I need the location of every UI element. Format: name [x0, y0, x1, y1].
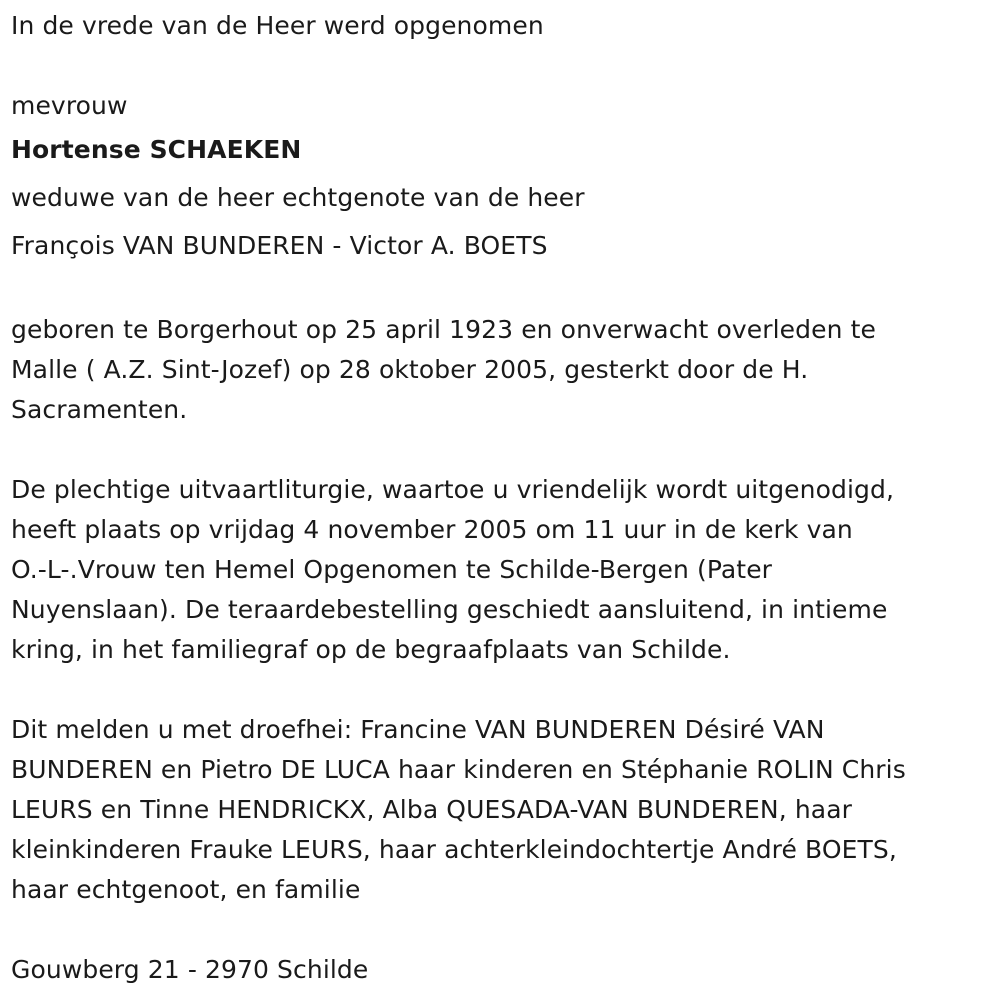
spacer [11, 46, 1000, 86]
spacer [11, 430, 1000, 470]
deceased-name: Hortense SCHAEKEN [11, 135, 302, 164]
funeral-line: De plechtige uitvaartliturgie, waartoe u vriendelijk wordt uitgenodigd, [11, 475, 895, 504]
funeral-line: Nuyenslaan). De teraardebestelling geschiedt aansluitend, in intieme [11, 595, 888, 624]
relation-line: weduwe van de heer echtgenote van de heer [11, 183, 585, 212]
funeral-line: O.-L-.Vrouw ten Hemel Opgenomen te Schilde-Bergen (Pater [11, 555, 773, 584]
spacer [11, 670, 1000, 710]
spouses-line: François VAN BUNDEREN - Victor A. BOETS [11, 231, 548, 260]
family-line: haar echtgenoot, en familie [11, 875, 361, 904]
salutation: mevrouw [11, 91, 128, 120]
funeral-paragraph [11, 470, 1000, 670]
spacer [11, 270, 1000, 310]
birth-line: Sacramenten. [11, 395, 188, 424]
intro-line: In de vrede van de Heer werd opgenomen [11, 11, 544, 40]
family-line: BUNDEREN en Pietro DE LUCA haar kinderen en Stéphanie ROLIN Chris [11, 755, 906, 784]
family-line: Dit melden u met droefhei: Francine VAN BUNDEREN Désiré VAN [11, 715, 825, 744]
family-line: kleinkinderen Frauke LEURS, haar achterkleindochtertje André BOETS, [11, 835, 897, 864]
birth-line: Malle ( A.Z. Sint-Jozef) op 28 oktober 2005, gesterkt door de H. [11, 355, 809, 384]
family-line: LEURS en Tinne HENDRICKX, Alba QUESADA-VAN BUNDEREN, haar [11, 795, 852, 824]
funeral-line: kring, in het familiegraf op de begraafplaats van Schilde. [11, 635, 731, 664]
birth-line: geboren te Borgerhout op 25 april 1923 en onverwacht overleden te [11, 315, 876, 344]
family-paragraph [11, 710, 1000, 910]
spacer [11, 910, 1000, 950]
funeral-line: heeft plaats op vrijdag 4 november 2005 om 11 uur in de kerk van [11, 515, 853, 544]
birth-paragraph [11, 310, 1000, 430]
address-line: Gouwberg 21 - 2970 Schilde [11, 955, 369, 984]
